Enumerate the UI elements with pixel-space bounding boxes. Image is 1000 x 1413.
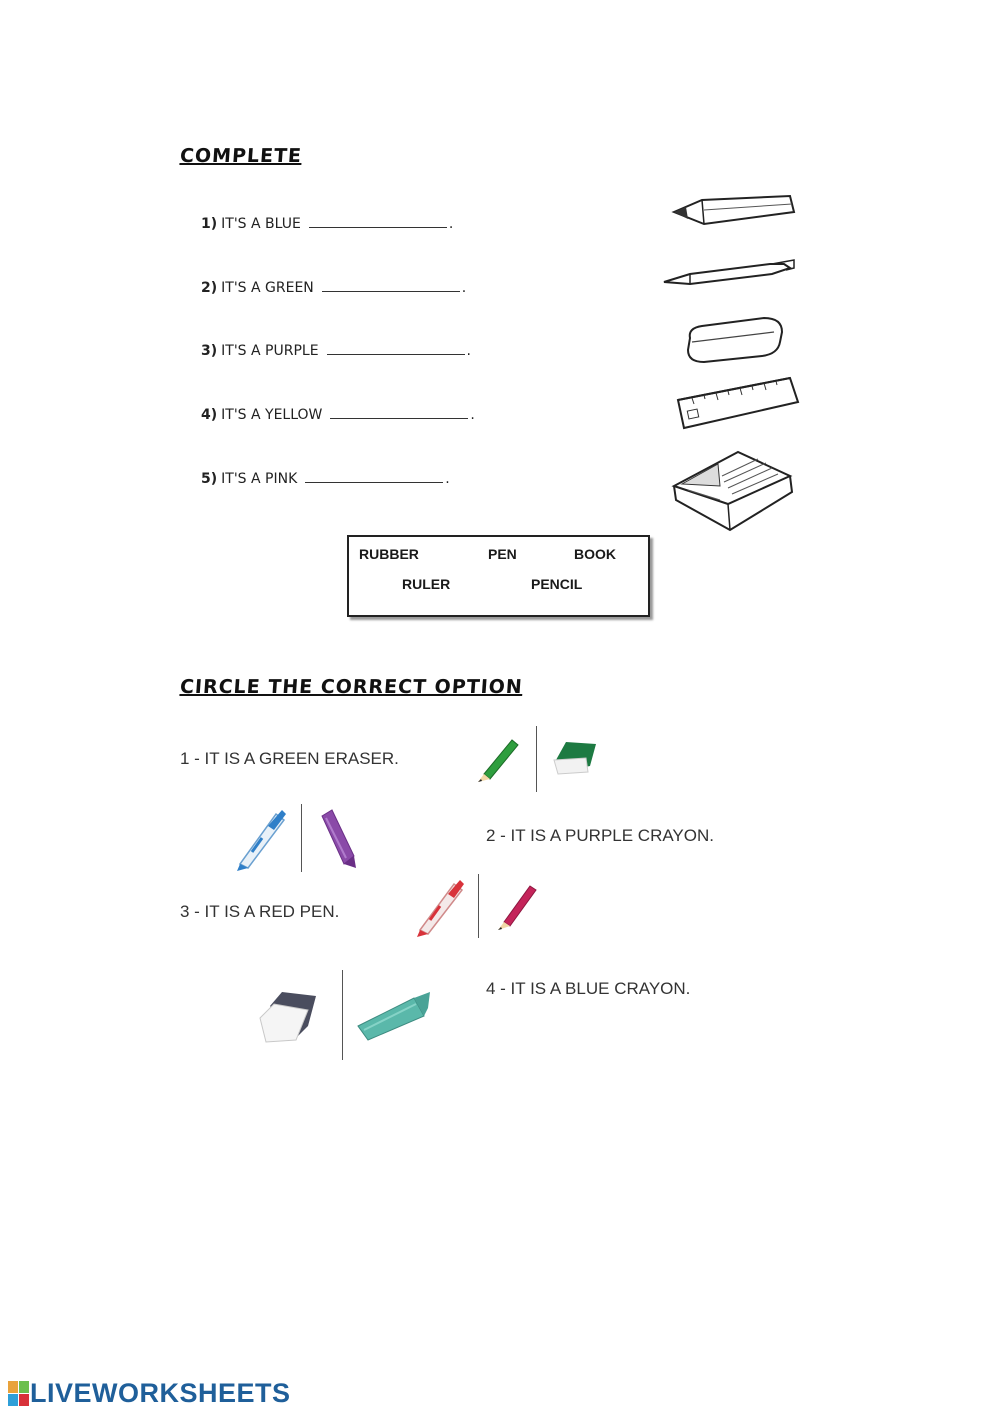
word-bank-item: PENCIL: [531, 576, 583, 592]
question-text: IT'S A BLUE: [221, 216, 301, 232]
option-divider: [342, 970, 343, 1060]
pen-icon: [660, 256, 800, 290]
liveworksheets-logo[interactable]: [8, 1378, 291, 1409]
teal-crayon-icon[interactable]: [354, 990, 434, 1042]
logo-text: LIVEWORKSHEETS: [30, 1378, 291, 1408]
answer-blank[interactable]: [309, 215, 447, 228]
option-divider: [301, 804, 302, 872]
question-4: 4) IT'S A YELLOW .: [201, 407, 475, 423]
circle-option-heading: CIRCLE THE CORRECT OPTION: [179, 676, 524, 698]
word-bank-item: RUBBER: [359, 546, 419, 562]
option-question-4: 4 - IT IS A BLUE CRAYON.: [486, 979, 691, 998]
option-question-3: 3 - IT IS A RED PEN.: [180, 902, 340, 921]
question-3: 3) IT'S A PURPLE .: [201, 343, 471, 359]
word-bank: [347, 535, 650, 617]
question-text: IT'S A GREEN: [221, 280, 314, 296]
question-number: 3): [201, 343, 218, 359]
book-icon: [668, 446, 796, 536]
green-eraser-icon[interactable]: [550, 738, 600, 778]
option-question-2: 2 - IT IS A PURPLE CRAYON.: [486, 826, 714, 845]
option-question-1: 1 - IT IS A GREEN ERASER.: [180, 749, 399, 768]
answer-blank[interactable]: [305, 470, 443, 483]
eraser-icon: [684, 312, 788, 368]
option-divider: [478, 874, 479, 938]
question-text: IT'S A PURPLE: [221, 343, 319, 359]
question-text: IT'S A PINK: [221, 471, 298, 487]
question-number: 4): [201, 407, 218, 423]
liveworksheets-logo-icon: [8, 1381, 30, 1407]
question-number: 1): [201, 216, 218, 232]
option-divider: [536, 726, 537, 792]
question-number: 2): [201, 280, 218, 296]
pencil-icon: [668, 190, 800, 230]
purple-crayon-icon[interactable]: [316, 806, 360, 870]
word-bank-item: PEN: [488, 546, 517, 562]
gray-eraser-icon[interactable]: [256, 988, 322, 1044]
word-bank-item: BOOK: [574, 546, 616, 562]
question-1: 1) IT'S A BLUE .: [201, 216, 454, 232]
question-2: 2) IT'S A GREEN .: [201, 280, 467, 296]
ruler-icon: [672, 372, 802, 432]
complete-heading: COMPLETE: [179, 145, 303, 167]
word-bank-item: RULER: [402, 576, 451, 592]
answer-blank[interactable]: [330, 406, 468, 419]
red-pencil-icon[interactable]: [494, 880, 540, 932]
blue-pen-icon[interactable]: [232, 806, 290, 872]
green-pencil-icon[interactable]: [474, 734, 522, 784]
question-number: 5): [201, 471, 218, 487]
answer-blank[interactable]: [327, 342, 465, 355]
question-5: 5) IT'S A PINK .: [201, 471, 450, 487]
question-text: IT'S A YELLOW: [221, 407, 323, 423]
answer-blank[interactable]: [322, 279, 460, 292]
red-pen-icon[interactable]: [412, 876, 468, 938]
